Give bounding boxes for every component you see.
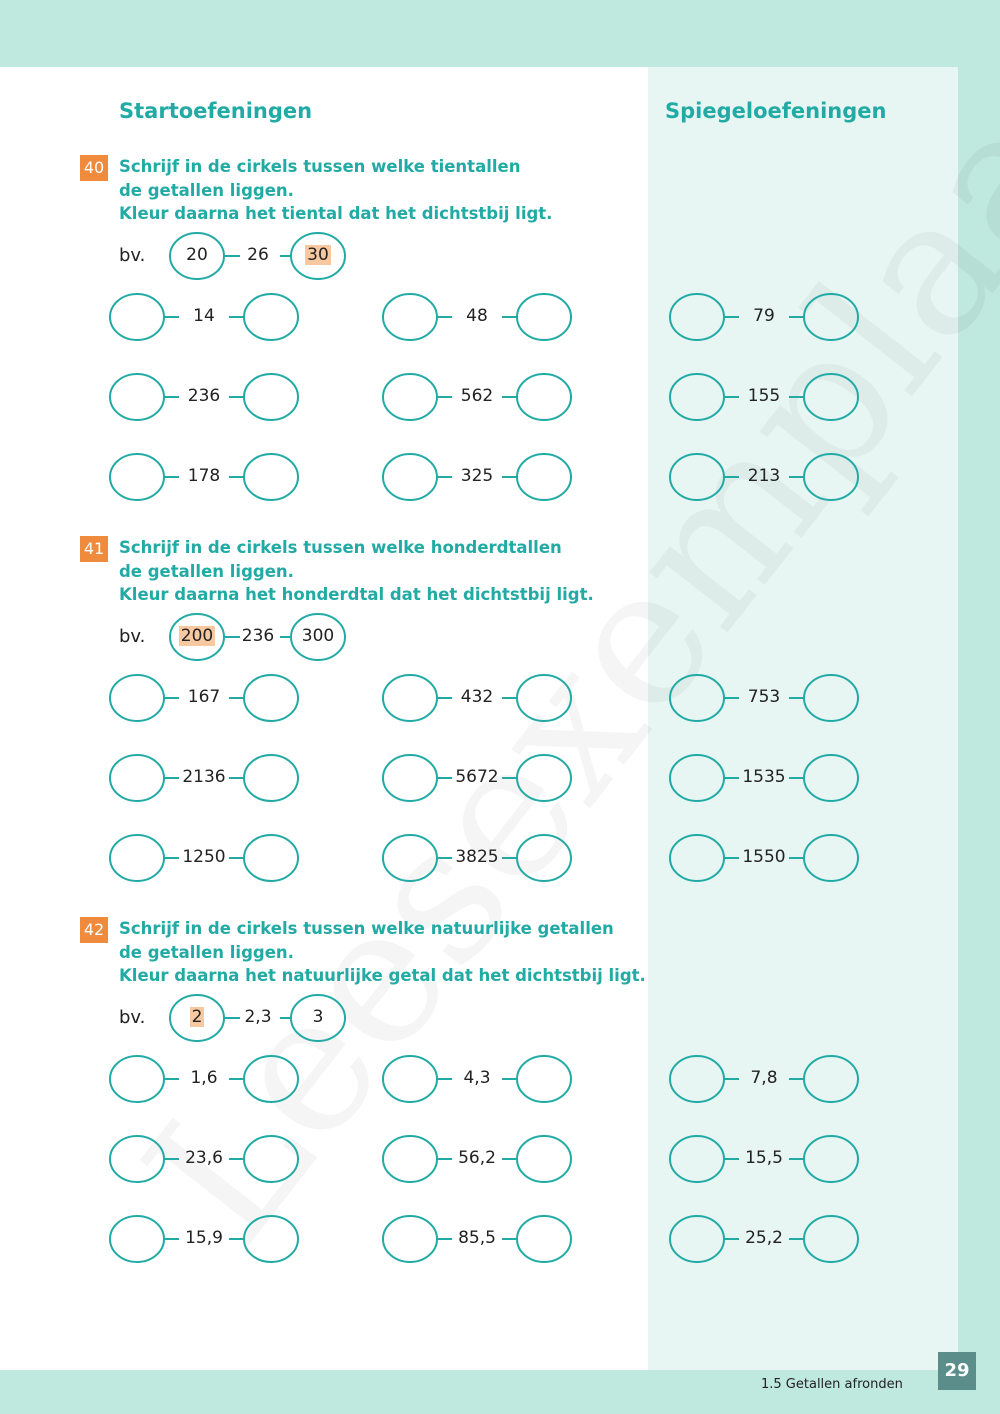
given-number: 15,9 bbox=[185, 1228, 223, 1248]
given-number: 25,2 bbox=[745, 1228, 783, 1248]
footer-section: 1.5 Getallen afronden bbox=[761, 1377, 903, 1392]
answer-circle-upper[interactable] bbox=[244, 835, 298, 881]
answer-circle-lower[interactable] bbox=[670, 755, 724, 801]
exercise-instruction bbox=[119, 155, 552, 226]
answer-circle-lower[interactable] bbox=[383, 294, 437, 340]
answer-circle-upper[interactable] bbox=[804, 454, 858, 500]
answer-circle-lower[interactable] bbox=[383, 1056, 437, 1102]
answer-circle-upper[interactable] bbox=[244, 454, 298, 500]
exercise-number: 42 bbox=[80, 917, 108, 943]
answer-circle-lower[interactable] bbox=[110, 755, 164, 801]
answer-circle-lower[interactable] bbox=[670, 1056, 724, 1102]
given-number: 14 bbox=[193, 306, 215, 326]
example-right-value bbox=[283, 626, 353, 646]
given-number: 3825 bbox=[455, 847, 499, 867]
given-number: 7,8 bbox=[750, 1068, 778, 1088]
instruction-line: de getallen liggen. bbox=[119, 561, 294, 581]
given-number: 1,6 bbox=[190, 1068, 218, 1088]
given-number: 2136 bbox=[182, 767, 226, 787]
answer-circle-lower[interactable] bbox=[670, 454, 724, 500]
heading-start: Startoefeningen bbox=[119, 99, 313, 123]
example-middle-text: 236 bbox=[241, 626, 275, 646]
answer-circle-upper[interactable] bbox=[517, 374, 571, 420]
example-middle-text: 2,3 bbox=[244, 1007, 272, 1027]
exercise-instruction bbox=[119, 917, 646, 988]
example-middle-text: 26 bbox=[247, 245, 269, 265]
example-left-value bbox=[162, 626, 232, 646]
given-number: 432 bbox=[460, 687, 494, 707]
answer-circle-lower[interactable] bbox=[110, 1136, 164, 1182]
example-right-text: 300 bbox=[301, 626, 335, 646]
given-number: 15,5 bbox=[745, 1148, 783, 1168]
answer-circle-lower[interactable] bbox=[670, 294, 724, 340]
answer-circle-upper[interactable] bbox=[244, 374, 298, 420]
given-number: 1550 bbox=[742, 847, 786, 867]
answer-circle-upper[interactable] bbox=[517, 1216, 571, 1262]
given-number: 79 bbox=[753, 306, 775, 326]
given-number: 23,6 bbox=[185, 1148, 223, 1168]
instruction-line: Schrijf in de cirkels tussen welke honderdtallen bbox=[119, 538, 562, 557]
answer-circle-lower[interactable] bbox=[670, 675, 724, 721]
answer-circle-lower[interactable] bbox=[670, 374, 724, 420]
example-right-value bbox=[283, 1007, 353, 1027]
example-label: bv. bbox=[119, 1007, 146, 1028]
given-number: 1250 bbox=[182, 847, 226, 867]
answer-circle-upper[interactable] bbox=[517, 454, 571, 500]
answer-circle-upper[interactable] bbox=[244, 675, 298, 721]
answer-circle-upper[interactable] bbox=[244, 1056, 298, 1102]
answer-circle-upper[interactable] bbox=[517, 755, 571, 801]
exercise-instruction bbox=[119, 536, 594, 607]
page-number: 29 bbox=[938, 1352, 976, 1390]
example-label: bv. bbox=[119, 245, 146, 266]
answer-circle-lower[interactable] bbox=[110, 1056, 164, 1102]
example-right-text: 30 bbox=[307, 245, 329, 265]
answer-circle-upper[interactable] bbox=[804, 1216, 858, 1262]
instruction-line: Kleur daarna het honderdtal dat het dichtstbij ligt. bbox=[119, 585, 594, 604]
instruction-line: Kleur daarna het tiental dat het dichtstbij ligt. bbox=[119, 204, 553, 223]
answer-circle-upper[interactable] bbox=[804, 1136, 858, 1182]
instruction-line: de getallen liggen. bbox=[119, 180, 294, 200]
heading-mirror: Spiegeloefeningen bbox=[665, 99, 887, 123]
given-number: 236 bbox=[187, 386, 221, 406]
given-number: 56,2 bbox=[458, 1148, 496, 1168]
answer-circle-upper[interactable] bbox=[244, 294, 298, 340]
answer-circle-upper[interactable] bbox=[804, 374, 858, 420]
instruction-line: Kleur daarna het natuurlijke getal dat het dichtstbij ligt. bbox=[119, 966, 646, 985]
answer-circle-lower[interactable] bbox=[383, 835, 437, 881]
answer-circle-lower[interactable] bbox=[110, 294, 164, 340]
answer-circle-lower[interactable] bbox=[383, 374, 437, 420]
instruction-line: Schrijf in de cirkels tussen welke tientallen bbox=[119, 157, 521, 176]
answer-circle-upper[interactable] bbox=[517, 294, 571, 340]
example-label: bv. bbox=[119, 626, 146, 647]
instruction-line: de getallen liggen. bbox=[119, 942, 294, 962]
answer-circle-upper[interactable] bbox=[804, 755, 858, 801]
exercise-number: 41 bbox=[80, 536, 108, 562]
given-number: 753 bbox=[747, 687, 781, 707]
example-left-value bbox=[162, 245, 232, 265]
exercise-number: 40 bbox=[80, 155, 108, 181]
given-number: 155 bbox=[747, 386, 781, 406]
given-number: 562 bbox=[460, 386, 494, 406]
example-left-value bbox=[162, 1007, 232, 1027]
answer-circle-lower[interactable] bbox=[670, 1216, 724, 1262]
answer-circle-upper[interactable] bbox=[517, 835, 571, 881]
answer-circle-upper[interactable] bbox=[804, 835, 858, 881]
given-number: 325 bbox=[460, 466, 494, 486]
example-left-text: 200 bbox=[180, 626, 214, 646]
given-number: 5672 bbox=[455, 767, 499, 787]
instruction-line: Schrijf in de cirkels tussen welke natuurlijke getallen bbox=[119, 919, 614, 938]
answer-circle-lower[interactable] bbox=[383, 675, 437, 721]
answer-circle-lower[interactable] bbox=[383, 1216, 437, 1262]
given-number: 167 bbox=[187, 687, 221, 707]
answer-circle-lower[interactable] bbox=[383, 755, 437, 801]
answer-circle-lower[interactable] bbox=[110, 374, 164, 420]
example-right-value bbox=[283, 245, 353, 265]
answer-circle-upper[interactable] bbox=[517, 675, 571, 721]
given-number: 85,5 bbox=[458, 1228, 496, 1248]
answer-circle-upper[interactable] bbox=[804, 1056, 858, 1102]
given-number: 213 bbox=[747, 466, 781, 486]
given-number: 1535 bbox=[742, 767, 786, 787]
answer-circle-upper[interactable] bbox=[517, 1136, 571, 1182]
answer-circle-upper[interactable] bbox=[244, 755, 298, 801]
answer-circle-upper[interactable] bbox=[804, 675, 858, 721]
answer-circle-lower[interactable] bbox=[110, 454, 164, 500]
answer-circle-upper[interactable] bbox=[804, 294, 858, 340]
answer-circle-lower[interactable] bbox=[110, 835, 164, 881]
answer-circle-lower[interactable] bbox=[110, 675, 164, 721]
answer-circle-lower[interactable] bbox=[383, 1136, 437, 1182]
given-number: 4,3 bbox=[463, 1068, 491, 1088]
answer-circle-lower[interactable] bbox=[670, 1136, 724, 1182]
answer-circle-lower[interactable] bbox=[383, 454, 437, 500]
answer-circle-lower[interactable] bbox=[110, 1216, 164, 1262]
example-left-text: 20 bbox=[186, 245, 208, 265]
example-right-text: 3 bbox=[312, 1007, 324, 1027]
answer-circle-upper[interactable] bbox=[244, 1216, 298, 1262]
answer-circle-lower[interactable] bbox=[670, 835, 724, 881]
example-left-text: 2 bbox=[191, 1007, 203, 1027]
given-number: 48 bbox=[466, 306, 488, 326]
given-number: 178 bbox=[187, 466, 221, 486]
answer-circle-upper[interactable] bbox=[244, 1136, 298, 1182]
answer-circle-upper[interactable] bbox=[517, 1056, 571, 1102]
